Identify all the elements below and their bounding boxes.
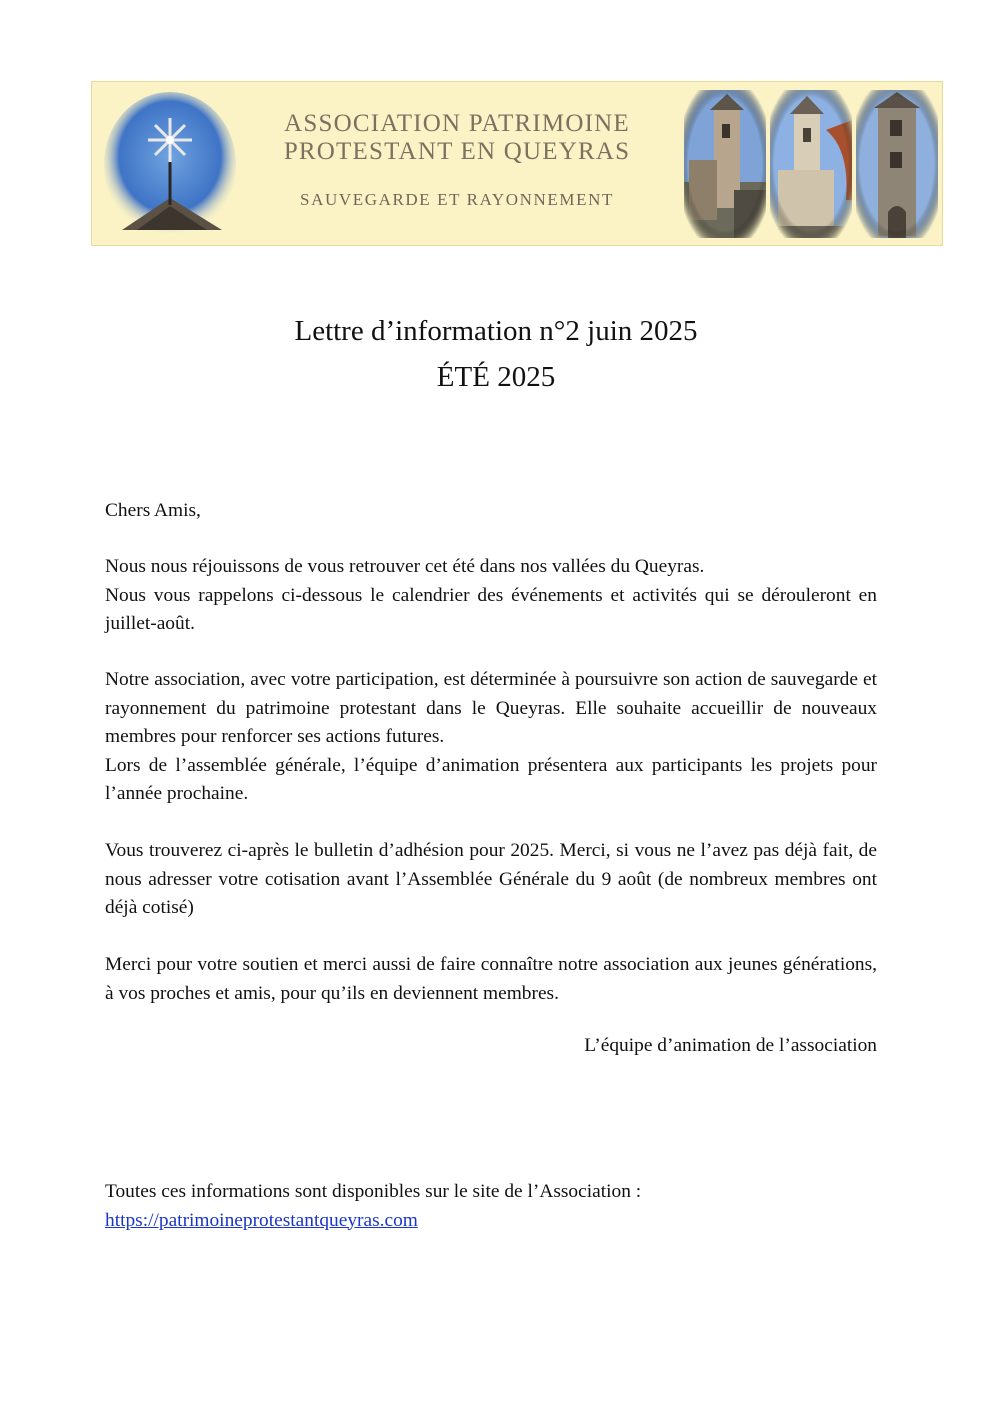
church-photo-3 — [856, 90, 938, 238]
paragraph-thanks: Merci pour votre soutien et merci aussi de faire connaître notre association aux jeunes générations, à vos proches et amis, pour qu’ils en deviennent membres. — [105, 954, 877, 1004]
paragraph-intro — [105, 553, 877, 639]
association-name-line2: PROTESTANT EN QUEYRAS — [283, 138, 631, 165]
association-tagline: SAUVEGARDE ET RAYONNEMENT — [300, 190, 614, 209]
paragraph-membership: Vous trouverez ci-après le bulletin d’adhésion pour 2025. Merci, si vous ne l’avez pas déjà fait, de nous adresser votre cotisation avant l’Assemblée Générale du 9 août (de nombreux membres ont déjà cotisé) — [105, 840, 877, 918]
footer — [105, 1178, 877, 1235]
association-name-line1: ASSOCIATION PATRIMOINE — [284, 110, 630, 137]
paragraph-association-line1: Notre association, avec votre participation, est déterminée à poursuivre son action de sauvegarde et rayonnement du patrimoine protestant dans le Queyras. Elle souhaite accueillir de nouveaux membres pour renforcer ses actions futures. — [105, 669, 877, 747]
greeting: Chers Amis, — [105, 500, 201, 521]
letter-title-line2: ÉTÉ 2025 — [436, 361, 556, 393]
header-banner — [91, 81, 943, 246]
letter-title — [0, 308, 992, 400]
church-photo-1 — [684, 90, 766, 238]
signature: L’équipe d’animation de l’association — [584, 1035, 877, 1056]
church-photo-2 — [770, 90, 852, 238]
paragraph-intro-line1: Nous nous réjouissons de vous retrouver cet été dans nos vallées du Queyras. — [105, 556, 705, 577]
paragraph-association-line2: Lors de l’assemblée générale, l’équipe d’animation présentera aux participants les projets pour l’année prochaine. — [105, 754, 877, 804]
association-name — [242, 110, 672, 166]
website-link[interactable]: https://patrimoineprotestantqueyras.com — [105, 1209, 418, 1231]
letter-title-line1: Lettre d’information n°2 juin 2025 — [294, 315, 698, 347]
paragraph-intro-line2: Nous vous rappelons ci-dessous le calendrier des événements et activités qui se dérouleront en juillet-août. — [105, 584, 877, 634]
cross-icon — [102, 90, 252, 238]
footer-text: Toutes ces informations sont disponibles sur le site de l’Association : — [105, 1181, 642, 1202]
paragraph-association — [105, 666, 877, 809]
